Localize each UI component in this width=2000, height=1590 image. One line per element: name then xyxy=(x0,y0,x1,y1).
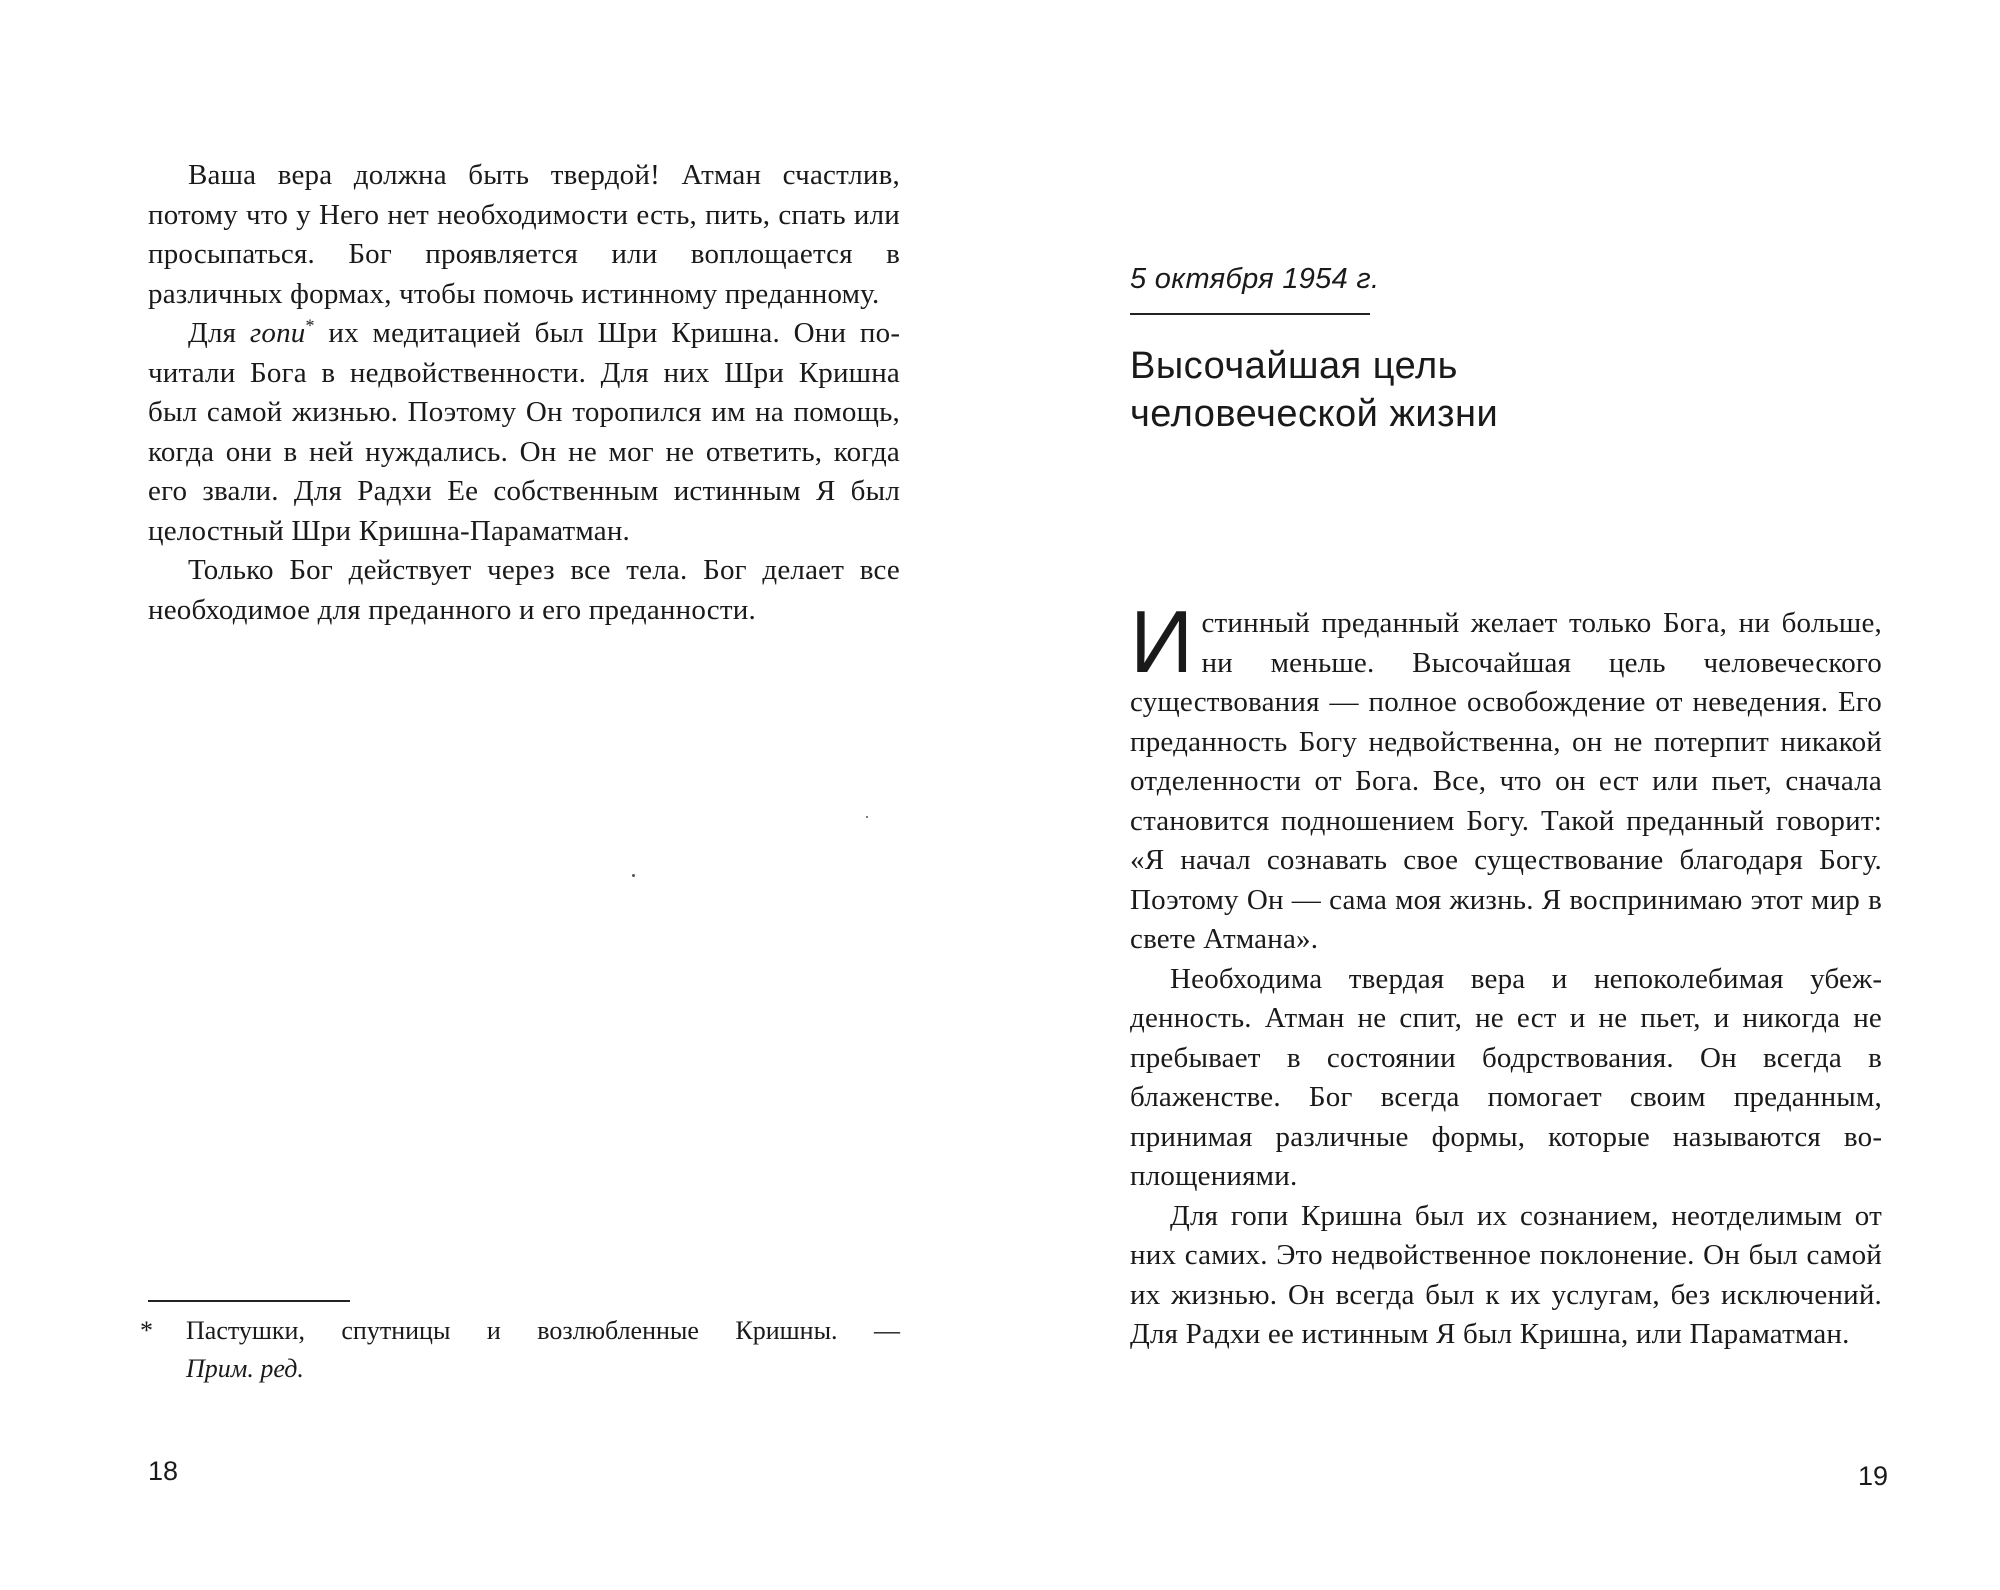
right-paragraph-1-text: стинный преданный желает только Бога, ни больше, ни меньше. Высочайшая цель человеческого существования — полное освобождение от неведения. Его преданность Богу недвойственна, он не потерпит никакой отделенности от Бога. Все, что он ест или пьет, сначала становится подношением Богу. Такой преданный говорит: «Я начал сознавать свое существование благодаря Богу. Поэтому Он — сама моя жизнь. Я воспринимаю этот мир в свете Атмана». xyxy=(1130,607,1882,955)
right-body-text xyxy=(1130,592,1882,1355)
right-page xyxy=(1000,0,2000,1590)
date-rule xyxy=(1130,313,1370,315)
footnote xyxy=(140,1312,900,1388)
left-paragraph-2-post: их медитацией был Шри Кришна. Они почитали Бога в недвойственности. Для них Шри Кришна был самой жизнью. Поэтому Он торопился им на помощь, когда они в ней нуждались. Он не мог не ответить, когда его звали. Для Радхи Ее собственным истинным Я был целостный Шри Кришна-Параматман. xyxy=(148,317,900,547)
scan-speck xyxy=(632,874,635,877)
chapter-title-line-1: Высочайшая цель xyxy=(1130,345,1458,387)
page-number-left: 18 xyxy=(148,1456,179,1486)
footnote-mark: * xyxy=(140,1316,153,1345)
chapter-title-line-2: человеческой жизни xyxy=(1130,393,1499,435)
left-paragraph-1: Ваша вера должна быть твердой! Атман счастлив, потому что у Него нет необходимости есть, пить, спать или просыпаться. Бог проявляется или воплощается в различных формах, чтобы помочь истинному преданному. xyxy=(148,159,900,310)
chapter-title xyxy=(1130,342,1650,438)
left-paragraph-3: Только Бог действует через все тела. Бог делает все необходимое для преданного и его преданности. xyxy=(148,554,900,626)
right-paragraph-3: Для гопи Кришна был их сознанием, неотделимым от них самих. Это недвойственное поклонение. Он был самой их жизнью. Он всегда был к их услугам, без исключений. Для Радхи ее истинным Я был Кришна, или Параматман. xyxy=(1130,1199,1882,1350)
footnote-text: Пастушки, спутницы и возлюбленные Кришны. — xyxy=(186,1316,900,1345)
left-paragraph-2-pre: Для xyxy=(188,317,250,349)
footnote-editor-note: Прим. ред. xyxy=(186,1354,304,1383)
page-number-right: 19 xyxy=(1857,1461,1888,1491)
right-paragraph-1 xyxy=(1130,592,1882,960)
footnote-marker: * xyxy=(305,315,315,336)
chapter-date: 5 октября 1954 г. xyxy=(1130,263,1380,295)
scan-speck xyxy=(866,816,868,818)
drop-cap: И xyxy=(1130,592,1194,691)
left-paragraph-2 xyxy=(148,314,900,551)
gopi-term: гопи xyxy=(249,317,306,349)
right-paragraph-2: Необходима твердая вера и непоколебимая убежденность. Атман не спит, не ест и не пьет, и никогда не пребывает в состоянии бодрствования. Он всегда в блаженстве. Бог всегда помогает своим преданным, принимая различные формы, которые называются воплощениями. xyxy=(1130,962,1882,1192)
footnote-rule xyxy=(148,1300,350,1302)
left-body-text xyxy=(148,156,900,630)
footnote-text-block xyxy=(186,1312,900,1388)
